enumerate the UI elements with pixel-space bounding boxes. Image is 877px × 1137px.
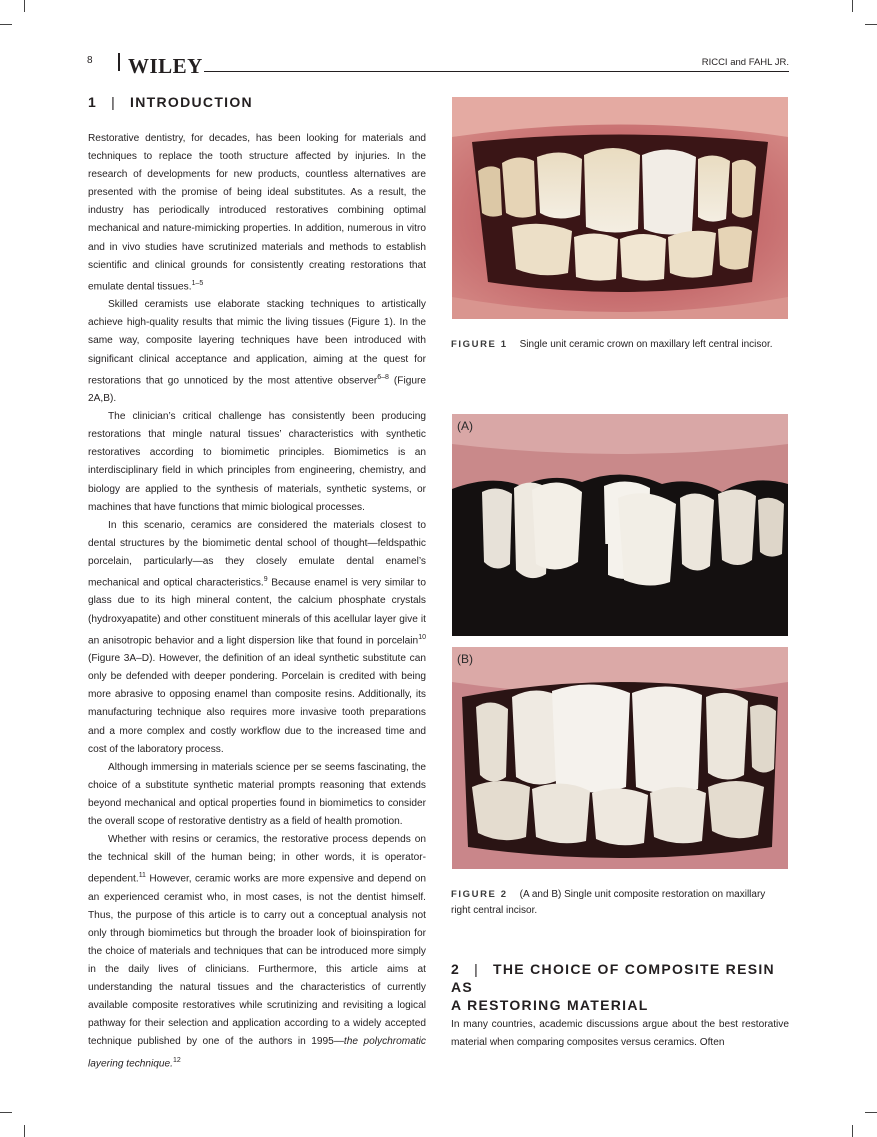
section-separator: |	[474, 961, 480, 977]
publisher-logo[interactable]: WILEY	[128, 54, 203, 78]
section-title: INTRODUCTION	[130, 94, 253, 110]
figure-label: FIGURE 2	[451, 889, 508, 900]
paragraph-text: Skilled ceramists use elaborate stacking techniques to artistically achieve high-quality results that mimic the living tissues (Figure 1). In the same way, composite layering techniques have been introduced with significant clinical acceptance and application, aiming at the quest for restorations that go unnoticed by the most attentive observer	[88, 299, 426, 386]
section-number: 1	[88, 94, 98, 110]
reference-link[interactable]: 9	[263, 576, 268, 583]
crop-mark	[852, 0, 853, 12]
left-column	[88, 130, 426, 1073]
section-separator: |	[111, 94, 117, 110]
paragraph-text: (Figure 3A–D). However, the definition of an ideal synthetic substitute can only be defended with deeper pondering. Porcelain is credited with being more abrasive to opposing enamel than composite resins. Additionally, its manufacturing technique also requires more invasive tooth preparations and a more complex and costly workflow due to the increased time and cost of the laboratory process.	[88, 653, 426, 755]
section-title-line-1: THE CHOICE OF COMPOSITE RESIN AS	[451, 961, 775, 995]
section-number: 2	[451, 961, 461, 977]
paragraph-text: In this scenario, ceramics are considered the materials closest to dental structures by the biomimetic dental school of thought—feldspathic porcelain, particularly—as they closely emulate dental enamel’s mechanical and optical characteristics.	[88, 519, 426, 589]
figure-label: FIGURE 1	[451, 339, 508, 350]
figure-2a-image	[452, 414, 788, 636]
figure-1-image	[452, 97, 788, 319]
crop-mark	[865, 1112, 877, 1113]
teeth-photo-b	[452, 647, 788, 869]
reference-link[interactable]: 1–5	[191, 279, 204, 287]
panel-label: (B)	[457, 652, 473, 666]
paragraph	[88, 517, 426, 759]
header-rule	[204, 71, 789, 72]
teeth-photo-a	[452, 414, 788, 636]
paragraph: Although immersing in materials science per se seems fascinating, the choice of a substitute synthetic material prompts reasoning that extends beyond mechanical and optical properties found in biomimetics to consider the overall scope of restorative dentistry as a field of health promotion.	[88, 761, 426, 827]
paragraph	[88, 130, 426, 296]
paragraph-text: Restorative dentistry, for decades, has been looking for materials and techniques to replace the tooth structure affected by injuries. In the research of developments for new products, countless alternatives are presented with the promise of being ideal substitutes. As a result, the industry has periodically introduced restoratives combining optimal mechanical and nature-mimicking properties. In addition, numerous in vitro and in vivo studies have scrutinized materials and methods to establish scientific and clinical grounds for consistently creating restorations that emulate dental tissues.	[88, 133, 426, 293]
paragraph-text: However, ceramic works are more expensive and depend on an experienced ceramist who, in most cases, is not the dentist himself. Thus, the purpose of this article is to carry out a conceptual analysis not only through biomimetics but through the broader look of bioinspiration for the choice of materials and techniques that can be introduced more simply in the daily lives of clinicians. Furthermore, this article aims at understanding the natural tissues and the characteristics of currently available composite restoratives while scrutinizing and revisiting a logical pathway for their selection and application according to a widely accepted technique published by one of the authors in 1995—	[88, 873, 426, 1048]
paragraph: The clinician’s critical challenge has consistently been producing restorations that mingle natural tissues’ characteristics with synthetic restoratives according to biomimetic principles. Biomimetics is an interdisciplinary field in which principles from engineering, chemistry, and biology are applied to the synthesis of materials, synthetic systems, or machines that have functions that mimic biological processes.	[88, 411, 426, 513]
caption-text: (A and B) Single unit composite restoration on maxillary right central incisor.	[451, 889, 766, 916]
logo-divider	[118, 53, 120, 71]
reference-link[interactable]: 10	[418, 633, 426, 641]
crop-mark	[0, 24, 12, 25]
paragraph	[88, 831, 426, 1073]
paragraph-text: Whether with resins or ceramics, the restorative process depends on the technical skill of the human being; in other words, it is operator-dependent.	[88, 834, 426, 885]
figure-reference[interactable]: (Figure 2A,B).	[88, 374, 426, 405]
reference-link[interactable]: 11	[138, 872, 146, 880]
figure-1-caption	[451, 337, 781, 353]
crop-mark	[0, 1112, 12, 1113]
paragraph-text: Because enamel is very similar to glass due to its high mineral content, the calcium phosphate crystals (hydroxyapatite) and other constituent minerals of this acellular layer give it an anisotropic behavior and a light dispersion like that found in porcelain	[88, 577, 426, 647]
running-head: RICCI and FAHL JR.	[701, 57, 789, 68]
crop-mark	[852, 1125, 853, 1137]
reference-link[interactable]: 6–8	[377, 373, 389, 381]
paragraph	[88, 296, 426, 408]
section-heading	[88, 93, 253, 111]
crop-mark	[24, 0, 25, 12]
right-column-text	[451, 1016, 789, 1052]
figure-2-caption	[451, 887, 781, 919]
panel-label: (A)	[457, 419, 473, 433]
section-heading	[451, 960, 791, 1014]
figure-2b-image	[452, 647, 788, 869]
reference-link[interactable]: 12	[173, 1056, 181, 1064]
crop-mark	[24, 1125, 25, 1137]
caption-text: Single unit ceramic crown on maxillary left central incisor.	[519, 339, 773, 350]
technique-name: the polychromatic layering technique.	[88, 1036, 426, 1069]
smile-photo	[452, 97, 788, 319]
page-number: 8	[87, 55, 93, 66]
crop-mark	[865, 24, 877, 25]
paragraph: In many countries, academic discussions argue about the best restorative material when comparing composites versus ceramics. Often	[451, 1019, 789, 1049]
section-title-line-2: A RESTORING MATERIAL	[451, 997, 649, 1013]
